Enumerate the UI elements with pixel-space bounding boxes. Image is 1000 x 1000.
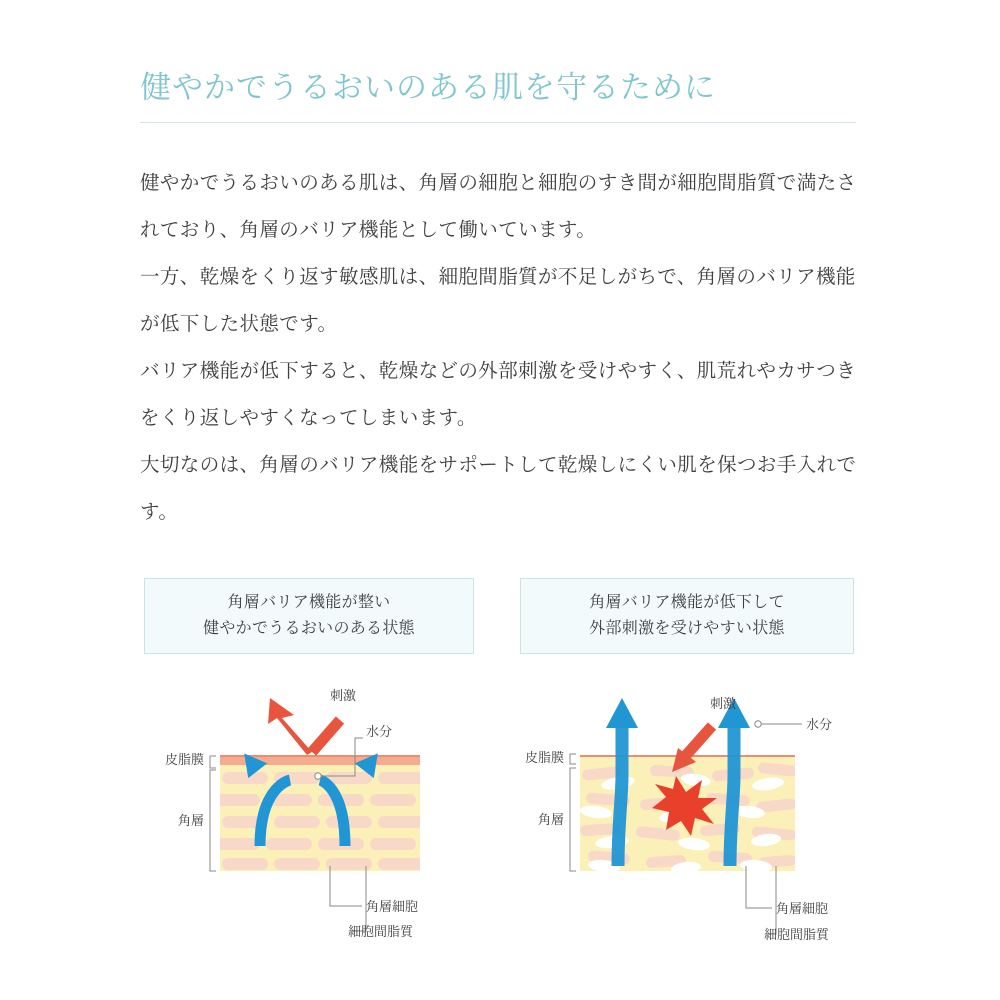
diagram-healthy-skin — [130, 676, 490, 966]
intercellular-lipid-leader — [352, 866, 366, 931]
label-intercellular-lipid: 細胞間脂質 — [764, 927, 830, 942]
label-moisture: 水分 — [366, 724, 393, 739]
label-stimulus: 刺激 — [710, 696, 737, 711]
caption-left-line2: 健やかでうるおいのある状態 — [203, 620, 415, 637]
label-stimulus: 刺激 — [330, 688, 357, 703]
moisture-callout-dot — [755, 721, 761, 727]
body-paragraph-4: 大切なのは、角層のバリア機能をサポートして乾燥しにくい肌を保つお手入れです。 — [140, 454, 857, 523]
body-paragraph-2: 一方、乾燥をくり返す敏感肌は、細胞間脂質が不足しがちで、角層のバリア機能が低下した状態です。 — [140, 266, 856, 335]
label-stratum-corneum: 角層 — [177, 813, 204, 828]
page-title: 健やかでうるおいのある肌を守るために — [140, 70, 716, 105]
label-moisture: 水分 — [806, 717, 833, 732]
corneocyte-leader — [330, 866, 362, 906]
diagram-impaired-skin — [500, 676, 872, 966]
sebum-film-bracket — [210, 756, 216, 768]
header-divider — [140, 122, 856, 123]
body-copy — [140, 160, 862, 536]
caption-right-line1: 角層バリア機能が低下して — [589, 594, 785, 611]
label-sebum-film: 皮脂膜 — [524, 750, 564, 765]
intercellular-lipid-leader — [768, 866, 776, 934]
label-sebum-film: 皮脂膜 — [164, 752, 204, 767]
corneocyte-leader — [746, 866, 772, 908]
body-paragraph-1: 健やかでうるおいのある肌は、角層の細胞と細胞のすき間が細胞間脂質で満たされており、角層のバリア機能として働いています。 — [140, 172, 857, 241]
stratum-corneum-bracket — [210, 770, 216, 871]
stratum-corneum-bracket — [570, 768, 576, 871]
label-corneocyte: 角層細胞 — [776, 901, 829, 916]
label-corneocyte: 角層細胞 — [366, 899, 419, 914]
stimulus-arrow — [268, 698, 340, 755]
label-stratum-corneum: 角層 — [537, 812, 564, 827]
sebum-film-bracket — [570, 754, 576, 764]
moisture-callout-dot — [315, 773, 321, 779]
caption-right-line2: 外部刺激を受けやすい状態 — [589, 620, 785, 637]
caption-box-impaired-skin — [520, 578, 854, 654]
label-intercellular-lipid: 細胞間脂質 — [348, 924, 414, 939]
body-paragraph-3: バリア機能が低下すると、乾燥などの外部刺激を受けやすく、肌荒れやカサつきをくり返しやすくなってしまいます。 — [140, 360, 857, 429]
caption-left-line1: 角層バリア機能が整い — [227, 594, 391, 611]
page-header — [140, 68, 860, 123]
caption-box-healthy-skin — [144, 578, 474, 654]
